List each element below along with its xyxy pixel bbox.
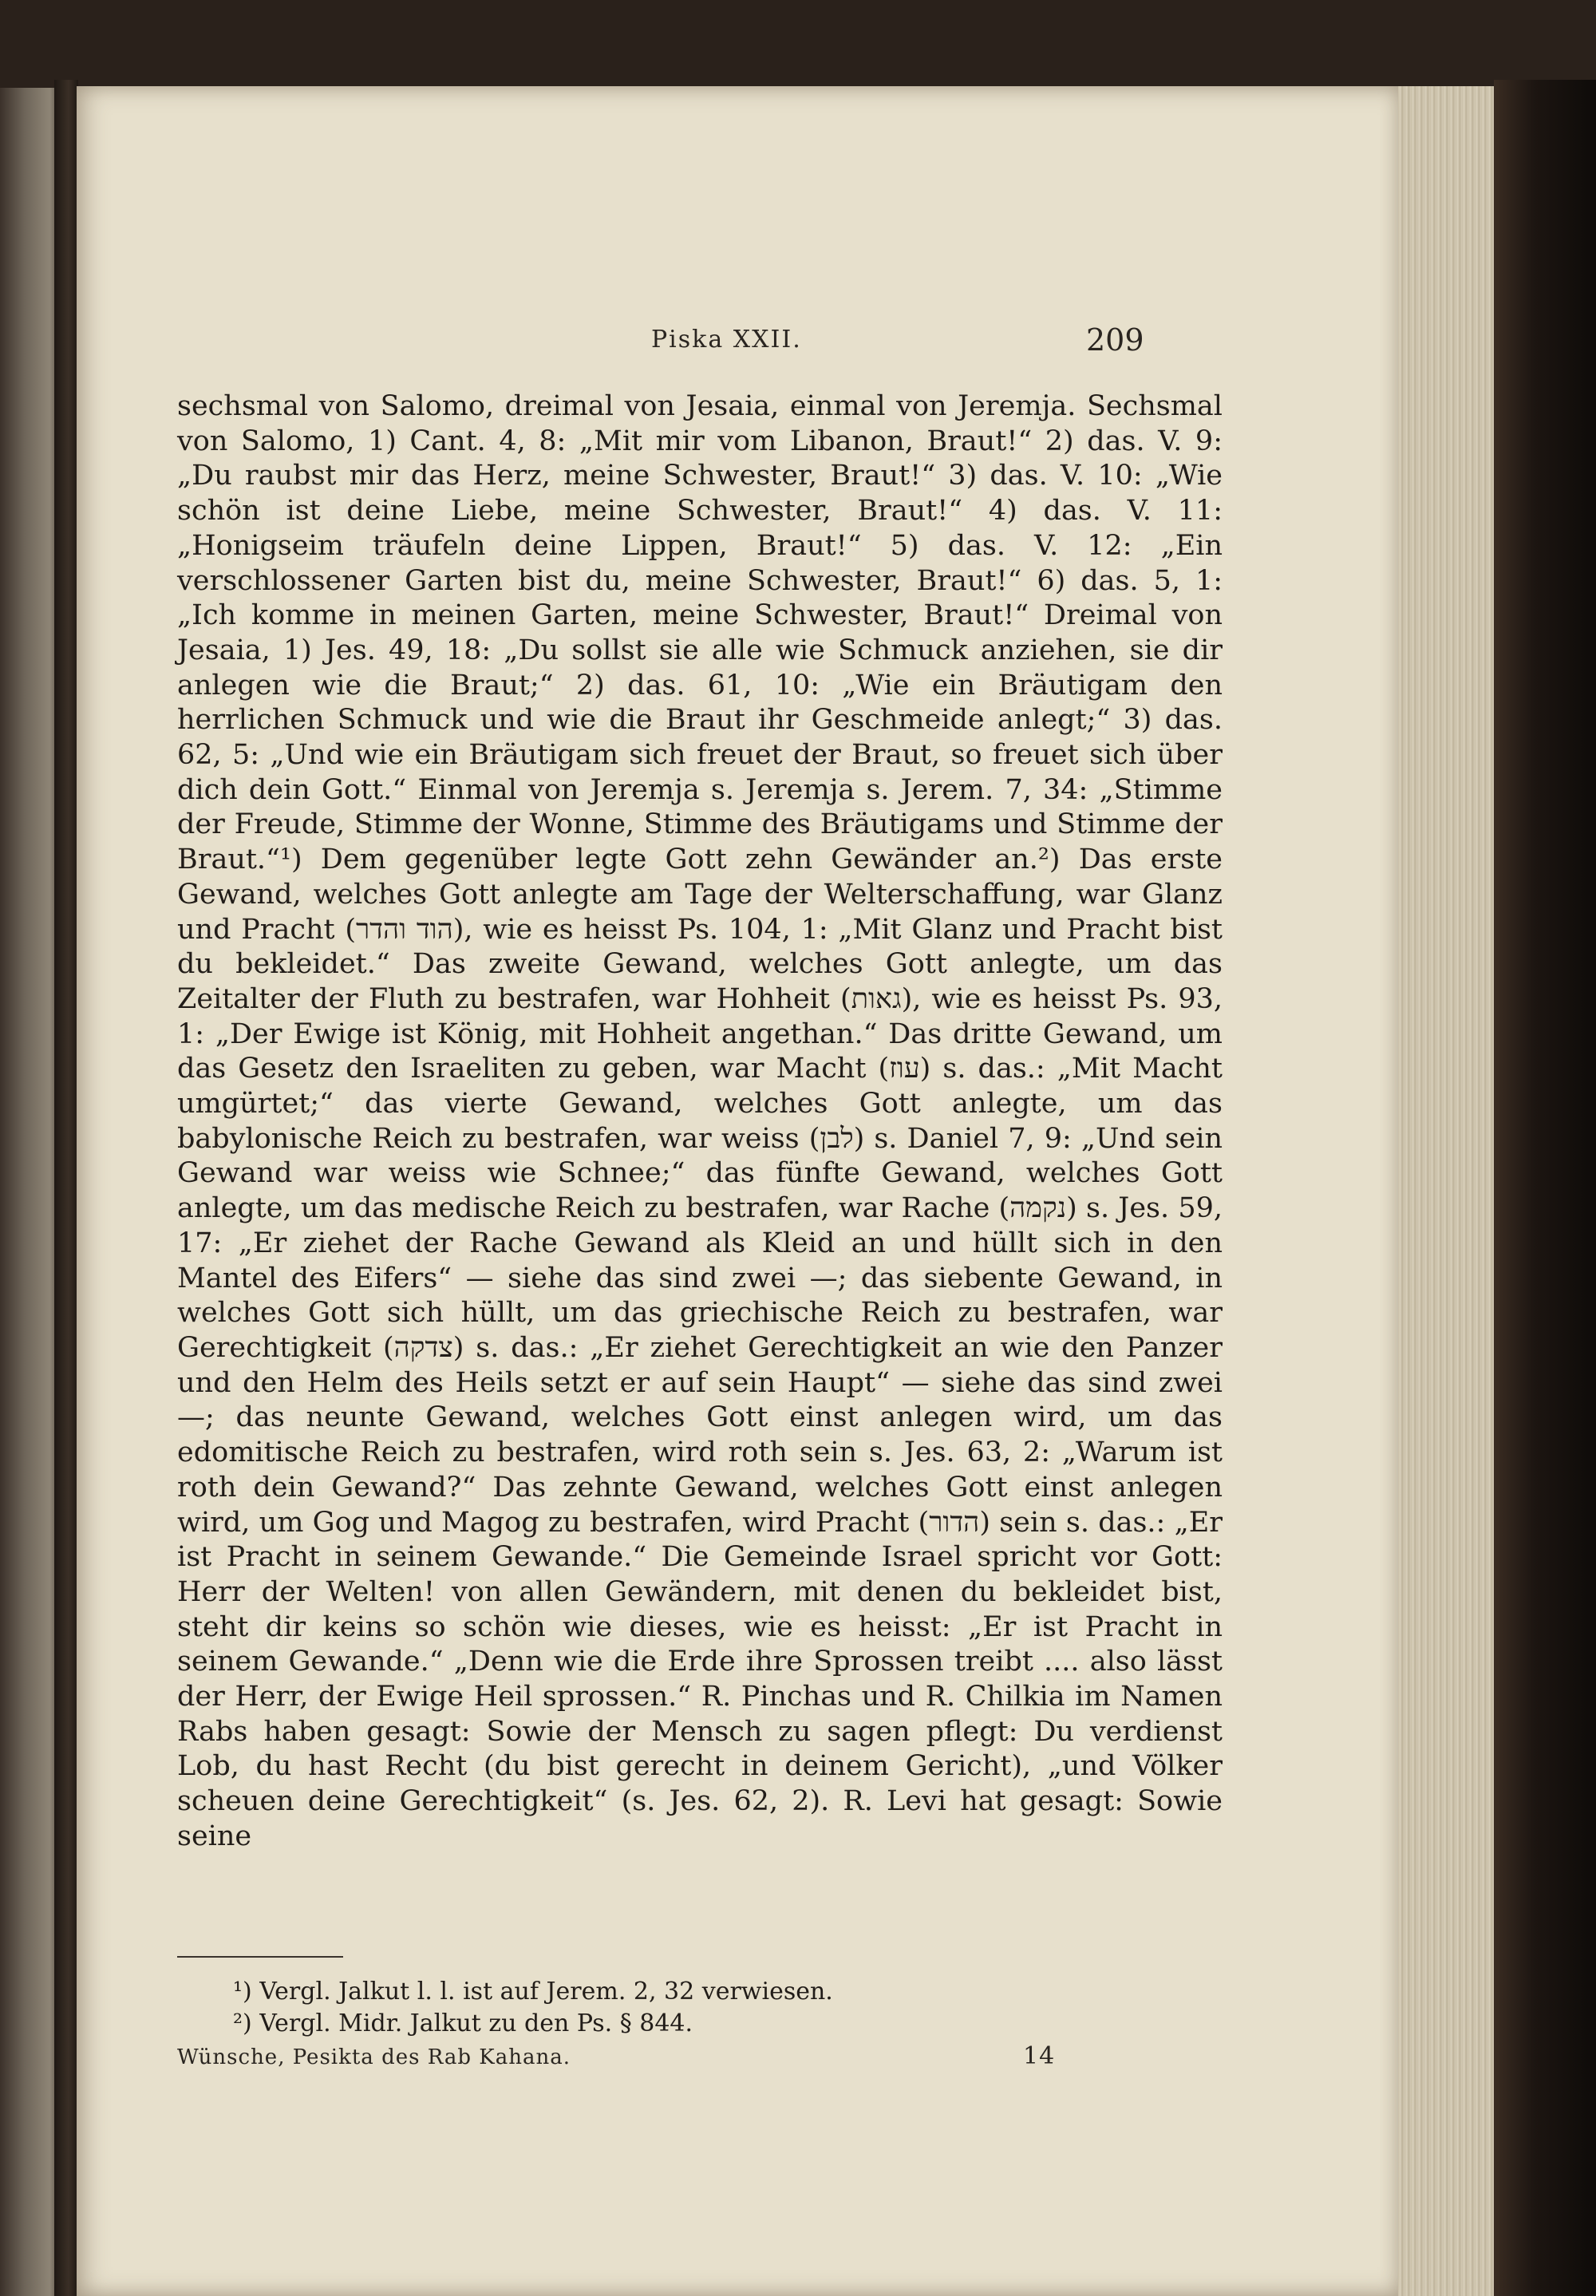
- signature-number: 14: [1023, 2042, 1056, 2070]
- book-cover-edge: [1494, 80, 1596, 2296]
- body-paragraph: sechsmal von Salomo, dreimal von Jesaia, einmal von Jeremja. Sechsmal von Salomo, 1) Cant. 4, 8: „Mit mir vom Libanon, Braut!“ 2) das. V. 9: „Du raubst mir das Herz, meine Schwester, Braut!“ 3) das. V. 10: „Wie schön ist deine Liebe, meine Schwester, Braut!“ 4) das. V. 11: „Honigseim träufeln deine Lippen, Braut!“ 5) das. V. 12: „Ein verschlossener Garten bist du, meine Schwester, Braut!“ 6) das. 5, 1: „Ich komme in meinen Garten, meine Schwester, Braut!“ Dreimal von Jesaia, 1) Jes. 49, 18: „Du sollst sie alle wie Schmuck anziehen, sie dir anlegen wie die Braut;“ 2) das. 61, 10: „Wie ein Bräutigam den herrlichen Schmuck und wie die Braut ihr Geschmeide anlegt;“ 3) das. 62, 5: „Und wie ein Bräutigam sich freuet der Braut, so freuet sich über dich dein Gott.“ Einmal von Jeremja s. Jeremja s. Jerem. 7, 34: „Stimme der Freude, Stimme der Wonne, Stimme des Bräutigams und Stimme der Braut.“¹) Dem gegenüber legte Gott zehn Gewänder an.²) Das erste Gewand, welches Gott anlegte am Tage der Welterschaffung, war Glanz und Pracht (הוד והדר), wie es heisst Ps. 104, 1: „Mit Glanz und Pracht bist du bekleidet.“ Das zweite Gewand, welches Gott anlegte, um das Zeitalter der Fluth zu bestrafen, war Hohheit (גאות), wie es heisst Ps. 93, 1: „Der Ewige ist König, mit Hohheit angethan.“ Das dritte Gewand, um das Gesetz den Israeliten zu geben, war Macht (עוז) s. das.: „Mit Macht umgürtet;“ das vierte Gewand, welches Gott anlegte, um das babylonische Reich zu bestrafen, war weiss (לבן) s. Daniel 7, 9: „Und sein Gewand war weiss wie Schnee;“ das fünfte Gewand, welches Gott anlegte, um das medische Reich zu bestrafen, war Rache (נקמה) s. Jes. 59, 17: „Er ziehet der Rache Gewand als Kleid an und hüllt sich in den Mantel des Eifers“ — siehe das sind zwei —; das siebente Gewand, in welches Gott sich hüllt, um das griechische Reich zu bestrafen, war Gerechtigkeit (צדקה) s. das.: „Er ziehet Gerechtigkeit an wie den Panzer und den Helm des Heils setzt er auf sein Haupt“ — siehe das sind zwei —; das neunte Gewand, welches Gott einst anlegen wird, um das edomitische Reich zu bestrafen, wird roth sein s. Jes. 63, 2: „Warum ist roth dein Gewand?“ Das zehnte Gewand, welches Gott einst anlegen wird, um Gog und Magog zu bestrafen, wird Pracht (הדור) sein s. das.: „Er ist Pracht in seinem Gewande.“ Die Gemeinde Israel spricht vor Gott: Herr der Welten! von allen Gewändern, mit denen du bekleidet bist, steht dir keins so schön wie dieses, wie es heisst: „Er ist Pracht in seinem Gewande.“ „Denn wie die Erde ihre Sprossen treibt .... also lässt der Herr, der Ewige Heil sprossen.“ R. Pinchas und R. Chilkia im Namen Rabs haben gesagt: Sowie der Mensch zu sagen pflegt: Du verdienst Lob, du hast Recht (du bist gerecht in deinem Gericht), „und Völker scheuen deine Gerechtigkeit“ (s. Jes. 62, 2). R. Levi hat gesagt: Sowie seine: [177, 390, 1223, 1852]
- footnote-2: ²) Vergl. Midr. Jalkut zu den Ps. § 844.: [233, 2009, 693, 2037]
- running-head: Piska XXII.: [651, 326, 802, 354]
- left-page-edge: [0, 88, 62, 2296]
- footnote-1: ¹) Vergl. Jalkut l. l. ist auf Jerem. 2, 32 verwiesen.: [233, 1978, 833, 2006]
- book-gutter: [54, 80, 78, 2296]
- page-header: [77, 316, 1398, 364]
- body-text: [177, 389, 1223, 1855]
- footnotes: [233, 1976, 1191, 2040]
- page-number: 209: [1086, 322, 1144, 358]
- signature-title: Wünsche, Pesikta des Rab Kahana.: [177, 2045, 571, 2069]
- footnote-divider: [177, 1956, 343, 1958]
- signature-line: [177, 2042, 1215, 2077]
- book-page: [77, 86, 1398, 2296]
- page-stack-edge: [1398, 86, 1494, 2296]
